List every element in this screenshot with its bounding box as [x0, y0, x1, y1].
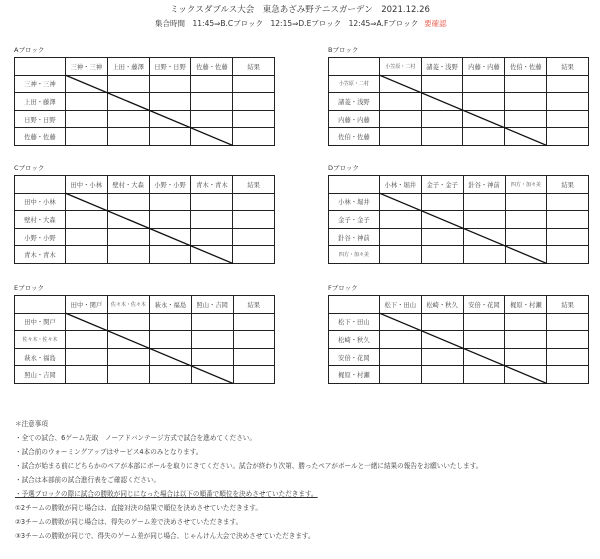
score-cell[interactable] — [463, 75, 505, 93]
result-cell[interactable] — [547, 366, 589, 384]
header-row — [329, 176, 589, 194]
result-cell[interactable] — [233, 211, 275, 229]
result-cell[interactable] — [547, 128, 589, 146]
score-cell[interactable] — [463, 193, 505, 211]
score-cell[interactable] — [107, 331, 149, 349]
notes-section — [15, 417, 482, 543]
block-label: Eブロック — [14, 284, 44, 292]
row-team-header: 三神・三神 — [15, 75, 66, 93]
score-cell[interactable] — [421, 93, 463, 111]
score-cell[interactable] — [379, 366, 421, 384]
schedule-line — [155, 18, 447, 29]
row-team-header: 小野・小野 — [15, 228, 66, 246]
table-row — [15, 75, 275, 93]
match-table — [14, 295, 275, 384]
result-cell[interactable] — [547, 228, 589, 246]
row-team-header: 佐々木・佐々木 — [15, 331, 66, 349]
score-cell[interactable] — [65, 128, 107, 146]
table-row — [329, 348, 589, 366]
row-team-header: 佐藤・佐藤 — [15, 128, 66, 146]
score-cell[interactable] — [149, 93, 191, 111]
row-team-header: 日野・日野 — [15, 110, 66, 128]
table-row — [329, 128, 589, 146]
match-table — [328, 175, 589, 264]
score-cell[interactable] — [191, 128, 233, 146]
score-cell[interactable] — [463, 313, 505, 331]
result-cell[interactable] — [233, 110, 275, 128]
score-cell[interactable] — [191, 93, 233, 111]
result-cell[interactable] — [547, 193, 589, 211]
table-row — [329, 313, 589, 331]
result-cell[interactable] — [233, 366, 274, 384]
score-cell[interactable] — [379, 348, 421, 366]
score-cell[interactable] — [463, 211, 505, 229]
column-team-header: 佐藤・佐藤 — [191, 58, 233, 76]
column-team-header: 日野・日野 — [149, 58, 191, 76]
corner-cell — [329, 58, 380, 76]
score-cell[interactable] — [463, 228, 505, 246]
table-row — [15, 331, 275, 349]
score-cell[interactable] — [379, 128, 421, 146]
score-cell[interactable] — [421, 75, 463, 93]
match-table — [14, 175, 275, 264]
score-cell[interactable] — [505, 93, 547, 111]
table-row — [15, 313, 275, 331]
column-team-header: 小笠原・二村 — [379, 58, 421, 76]
score-cell[interactable] — [107, 128, 149, 146]
header-row — [15, 176, 275, 194]
table-row — [15, 128, 275, 146]
corner-cell — [15, 176, 66, 194]
corner-cell — [329, 296, 380, 314]
result-cell[interactable] — [547, 93, 589, 111]
score-cell[interactable] — [107, 348, 149, 366]
row-team-header: 萩永・福島 — [15, 348, 66, 366]
score-cell[interactable] — [150, 331, 192, 349]
score-cell[interactable] — [150, 313, 192, 331]
block-Fブロック — [317, 283, 589, 388]
row-team-header: 内藤・内藤 — [329, 110, 380, 128]
score-cell[interactable] — [421, 211, 463, 229]
result-header: 結果 — [547, 58, 589, 76]
score-cell[interactable] — [149, 211, 191, 229]
table-row — [329, 93, 589, 111]
column-team-header: 安倍・花岡 — [463, 296, 505, 314]
score-cell[interactable] — [379, 313, 421, 331]
schedule-text: 集合時間 11:45⇒B.Cブロック 12:15⇒D.Eブロック 12:45⇒A.Fブロック — [155, 19, 419, 28]
score-cell[interactable] — [149, 228, 191, 246]
block-label: Bブロック — [328, 46, 359, 54]
score-cell[interactable] — [421, 193, 463, 211]
table-row — [15, 348, 275, 366]
score-cell[interactable] — [379, 110, 421, 128]
notes-heading: ＊注意事項 — [15, 420, 48, 428]
note-item: ・試合が始まる前にどちらかのペアが本部にボールを取りにきてください。試合が終わり次第、勝ったペアがボールと一緒に結果の報告をお願いいたします。 — [15, 462, 483, 470]
header-row — [329, 296, 589, 314]
result-cell[interactable] — [233, 93, 275, 111]
block-Eブロック — [3, 283, 275, 388]
score-cell[interactable] — [149, 193, 191, 211]
block-label: Cブロック — [14, 164, 45, 172]
result-cell[interactable] — [547, 246, 589, 264]
score-cell[interactable] — [379, 228, 421, 246]
row-team-header: 壁村・大森 — [15, 211, 66, 229]
result-cell[interactable] — [547, 211, 589, 229]
score-cell[interactable] — [463, 110, 505, 128]
score-cell[interactable] — [191, 75, 233, 93]
score-cell[interactable] — [191, 348, 233, 366]
header-row — [15, 296, 275, 314]
table-row — [329, 193, 589, 211]
column-team-header: 小林・堀井 — [379, 176, 421, 194]
score-cell[interactable] — [150, 366, 192, 384]
score-cell[interactable] — [149, 128, 191, 146]
score-cell[interactable] — [421, 228, 463, 246]
result-cell[interactable] — [547, 110, 589, 128]
score-cell[interactable] — [421, 331, 463, 349]
result-header: 結果 — [233, 176, 275, 194]
row-team-header: 四方・加々美 — [329, 246, 380, 264]
match-table — [328, 57, 589, 146]
column-team-header: 金子・金子 — [421, 176, 463, 194]
score-cell[interactable] — [66, 331, 108, 349]
corner-cell — [15, 58, 66, 76]
result-header: 結果 — [233, 58, 275, 76]
score-cell[interactable] — [66, 313, 108, 331]
score-cell[interactable] — [191, 313, 233, 331]
column-team-header: 壁村・大森 — [107, 176, 149, 194]
score-cell[interactable] — [65, 228, 107, 246]
block-label: Aブロック — [14, 46, 45, 54]
page-title: ミックスダブルス大会 東急あざみ野テニスガーデン 2021.12.26 — [170, 5, 430, 15]
table-row — [15, 211, 275, 229]
score-cell[interactable] — [505, 75, 547, 93]
result-cell[interactable] — [233, 313, 274, 331]
corner-cell — [329, 176, 380, 194]
match-table — [14, 57, 275, 146]
score-cell[interactable] — [191, 366, 233, 384]
match-table — [328, 295, 589, 384]
score-cell[interactable] — [379, 75, 421, 93]
score-cell[interactable] — [421, 128, 463, 146]
score-cell[interactable] — [421, 246, 463, 264]
column-team-header: 松崎・秋久 — [421, 296, 463, 314]
table-row — [329, 246, 589, 264]
score-cell[interactable] — [463, 93, 505, 111]
row-team-header: 梶原・村瀬 — [329, 366, 380, 384]
score-cell[interactable] — [66, 366, 108, 384]
result-cell[interactable] — [233, 128, 275, 146]
result-cell[interactable] — [233, 228, 275, 246]
score-cell[interactable] — [107, 75, 149, 93]
score-cell[interactable] — [463, 128, 505, 146]
score-cell[interactable] — [505, 128, 547, 146]
table-row — [15, 366, 275, 384]
header-row — [15, 58, 275, 76]
score-cell[interactable] — [65, 211, 107, 229]
note-item: ・全ての試合、6ゲーム先取 ノーアドバンテージ方式で試合を進めてください。 — [15, 434, 256, 442]
score-cell[interactable] — [149, 246, 191, 264]
score-cell[interactable] — [505, 228, 547, 246]
score-cell[interactable] — [65, 93, 107, 111]
score-cell[interactable] — [65, 75, 107, 93]
table-row — [329, 331, 589, 349]
table-row — [15, 246, 275, 264]
score-cell[interactable] — [191, 211, 233, 229]
table-row — [329, 366, 589, 384]
column-team-header: 諸菱・浅野 — [421, 58, 463, 76]
result-header: 結果 — [233, 296, 274, 314]
row-team-header: 青木・青木 — [15, 246, 66, 264]
table-row — [15, 193, 275, 211]
column-team-header: 四方・加々美 — [505, 176, 547, 194]
score-cell[interactable] — [107, 313, 149, 331]
table-row — [15, 110, 275, 128]
warning-text: 要確認 — [424, 19, 447, 28]
score-cell[interactable] — [107, 110, 149, 128]
column-team-header: 青木・青木 — [191, 176, 233, 194]
row-team-header: 金子・金子 — [329, 211, 380, 229]
score-cell[interactable] — [421, 366, 463, 384]
block-label: Dブロック — [328, 164, 359, 172]
note-item: ・試合前のウォーミングアップはサービス4本のみとなります。 — [15, 448, 203, 456]
result-header: 結果 — [547, 296, 589, 314]
score-cell[interactable] — [463, 246, 505, 264]
row-team-header: 小林・堀井 — [329, 193, 380, 211]
table-row — [15, 228, 275, 246]
score-cell[interactable] — [463, 366, 505, 384]
score-cell[interactable] — [421, 313, 463, 331]
score-cell[interactable] — [191, 246, 233, 264]
score-cell[interactable] — [107, 246, 149, 264]
note-item: ・試合は本部前の試合進行表をご確認ください。 — [15, 476, 161, 484]
note-rule: ②3チームの勝敗が同じ場合は、得失のゲーム差で決めさせていただきます。 — [15, 518, 243, 526]
row-team-header: 安倍・花岡 — [329, 348, 380, 366]
row-team-header: 田中・小林 — [15, 193, 66, 211]
result-cell[interactable] — [233, 246, 275, 264]
row-team-header: 松崎・秋久 — [329, 331, 380, 349]
score-cell[interactable] — [505, 331, 547, 349]
result-header: 結果 — [547, 176, 589, 194]
score-cell[interactable] — [150, 348, 192, 366]
score-cell[interactable] — [65, 110, 107, 128]
row-team-header: 田中・関戸 — [15, 313, 66, 331]
score-cell[interactable] — [505, 193, 547, 211]
score-cell[interactable] — [107, 366, 149, 384]
score-cell[interactable] — [505, 246, 547, 264]
row-team-header: 針谷・神前 — [329, 228, 380, 246]
block-label: Fブロック — [328, 284, 358, 292]
score-cell[interactable] — [66, 348, 108, 366]
column-team-header: 三神・三神 — [65, 58, 107, 76]
result-cell[interactable] — [233, 348, 274, 366]
column-team-header: 小野・小野 — [149, 176, 191, 194]
table-row — [329, 110, 589, 128]
column-team-header: 内藤・内藤 — [463, 58, 505, 76]
block-Cブロック — [3, 163, 275, 268]
column-team-header: 萩永・福島 — [150, 296, 192, 314]
score-cell[interactable] — [421, 348, 463, 366]
score-cell[interactable] — [149, 110, 191, 128]
score-cell[interactable] — [191, 193, 233, 211]
score-cell[interactable] — [107, 211, 149, 229]
score-cell[interactable] — [191, 110, 233, 128]
block-Bブロック — [317, 45, 589, 150]
score-cell[interactable] — [191, 228, 233, 246]
result-cell[interactable] — [233, 75, 275, 93]
row-team-header: 小笠原・二村 — [329, 75, 380, 93]
column-team-header: 上田・藤澤 — [107, 58, 149, 76]
block-Aブロック — [3, 45, 275, 150]
row-team-header: 上田・藤澤 — [15, 93, 66, 111]
column-team-header: 松下・田山 — [379, 296, 421, 314]
table-row — [15, 93, 275, 111]
score-cell[interactable] — [149, 75, 191, 93]
row-team-header: 諸菱・浅野 — [329, 93, 380, 111]
score-cell[interactable] — [379, 331, 421, 349]
score-cell[interactable] — [65, 246, 107, 264]
score-cell[interactable] — [379, 193, 421, 211]
score-cell[interactable] — [379, 246, 421, 264]
table-row — [329, 228, 589, 246]
score-cell[interactable] — [107, 228, 149, 246]
column-team-header: 照山・吉岡 — [191, 296, 233, 314]
result-cell[interactable] — [233, 331, 274, 349]
result-cell[interactable] — [233, 193, 275, 211]
table-row — [329, 75, 589, 93]
result-cell[interactable] — [547, 313, 589, 331]
column-team-header: 佐伯・佐藤 — [505, 58, 547, 76]
column-team-header: 佐々木・佐々木 — [107, 296, 149, 314]
table-row — [329, 211, 589, 229]
score-cell[interactable] — [421, 110, 463, 128]
score-cell[interactable] — [505, 348, 547, 366]
score-cell[interactable] — [107, 193, 149, 211]
row-team-header: 松下・田山 — [329, 313, 380, 331]
row-team-header: 照山・吉岡 — [15, 366, 66, 384]
score-cell[interactable] — [107, 93, 149, 111]
score-cell[interactable] — [505, 211, 547, 229]
result-cell[interactable] — [547, 331, 589, 349]
column-team-header: 田中・関戸 — [66, 296, 108, 314]
result-cell[interactable] — [547, 348, 589, 366]
header-row — [329, 58, 589, 76]
score-cell[interactable] — [65, 193, 107, 211]
score-cell[interactable] — [463, 331, 505, 349]
column-team-header: 田中・小林 — [65, 176, 107, 194]
row-team-header: 佐伯・佐藤 — [329, 128, 380, 146]
corner-cell — [15, 296, 66, 314]
score-cell[interactable] — [505, 313, 547, 331]
score-cell[interactable] — [379, 93, 421, 111]
column-team-header: 梶原・村瀬 — [505, 296, 547, 314]
note-item-underlined: ・予選ブロックの際に試合の勝敗が同じになった場合は以下の順番で順位を決めさせていただきます。 — [15, 490, 318, 498]
score-cell[interactable] — [463, 348, 505, 366]
score-cell[interactable] — [505, 110, 547, 128]
score-cell[interactable] — [379, 211, 421, 229]
result-cell[interactable] — [547, 75, 589, 93]
score-cell[interactable] — [505, 366, 547, 384]
column-team-header: 針谷・神前 — [463, 176, 505, 194]
score-cell[interactable] — [191, 331, 233, 349]
note-rule: ③3チームの勝敗が同じで、得失のゲーム差が同じ場合、じゃんけん大会で決めさせていただきます。 — [15, 532, 315, 540]
block-Dブロック — [317, 163, 589, 268]
note-rule: ①2チームの勝敗が同じ場合は、直接対決の結果で順位を決めさせていただきます。 — [15, 504, 262, 512]
